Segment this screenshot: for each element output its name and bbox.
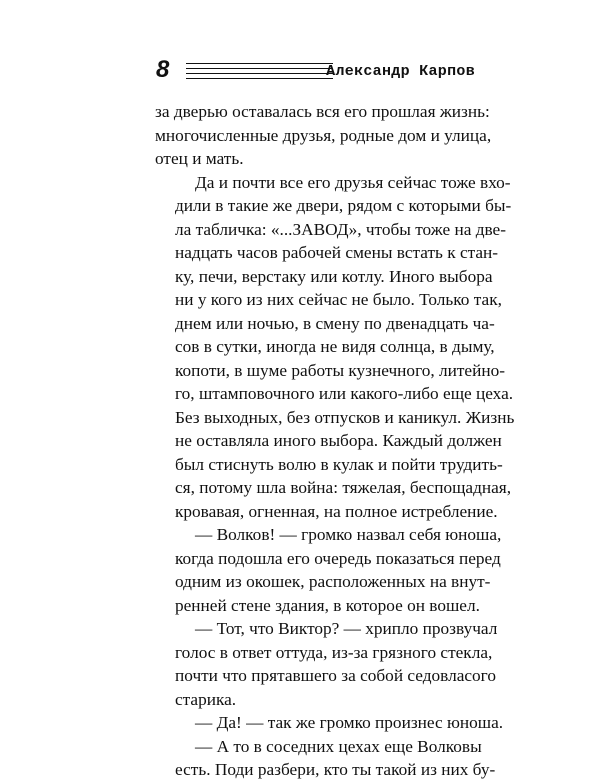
text-line: ла табличка: «...ЗАВОД», чтобы тоже на две- <box>175 219 506 239</box>
text-line: не оставляла иного выбора. Каждый должен <box>175 431 502 450</box>
text-line: был стиснуть волю в кулак и пойти трудить- <box>175 454 503 474</box>
text-line: отец и мать. <box>155 149 244 168</box>
text-line: — А то в соседних цехах еще Волковы <box>195 736 482 756</box>
text-line: старика. <box>175 689 237 709</box>
author-name: Александр Карпов <box>326 63 475 80</box>
paragraph <box>155 711 504 735</box>
text-line: Без выходных, без отпусков и каникул. Жизнь <box>175 407 515 427</box>
text-line: ку, печи, верстаку или котлу. Иного выбора <box>175 266 493 286</box>
text-line: почти что прятавшего за собой седовласого <box>175 666 496 685</box>
page-number: 8 <box>156 56 170 83</box>
text-line: сов в сутки, иногда не видя солнца, в дыму, <box>175 337 495 356</box>
text-line: дили в такие же двери, рядом с которыми бы- <box>175 196 512 215</box>
text-line: есть. Поди разбери, кто ты такой из них бу- <box>175 760 496 779</box>
header-rule-line <box>186 78 333 79</box>
text-line: — Да! — так же громко произнес юноша. <box>195 713 504 732</box>
text-line: когда подошла его очередь показаться перед <box>175 548 501 568</box>
text-line: кровавая, огненная, на полное истребление. <box>175 501 498 521</box>
paragraph <box>155 523 502 617</box>
paragraph <box>155 171 515 524</box>
paragraph <box>155 617 498 711</box>
paragraph <box>155 100 492 171</box>
body-text <box>155 100 515 782</box>
text-line: ни у кого из них сейчас не было. Только так, <box>175 290 502 309</box>
text-line: надцать часов рабочей смены встать к стан- <box>175 243 499 262</box>
header-rule-line <box>186 73 333 74</box>
text-line: за дверью оставалась вся его прошлая жизнь: <box>155 102 490 121</box>
header-rules <box>186 63 333 80</box>
text-line: ся, потому шла война: тяжелая, беспощадная, <box>175 478 512 497</box>
header-rule-line <box>186 63 333 64</box>
text-line: днем или ночью, в смену по двенадцать ча- <box>175 313 495 333</box>
text-line: Да и почти все его друзья сейчас тоже вхо- <box>195 172 511 192</box>
header-rule-line <box>186 68 333 69</box>
text-line: — Волков! — громко назвал себя юноша, <box>195 525 502 544</box>
paragraph <box>155 735 496 782</box>
text-line: го, штамповочного или какого-либо еще цеха. <box>175 384 514 403</box>
text-line: — Тот, что Виктор? — хрипло прозвучал <box>195 619 498 638</box>
text-line: ренней стене здания, в которое он вошел. <box>175 595 480 615</box>
text-line: многочисленные друзья, родные дом и улица, <box>155 125 492 145</box>
text-line: копоти, в шуме работы кузнечного, литейно- <box>175 360 505 380</box>
running-head <box>152 56 475 84</box>
text-line: одним из окошек, расположенных на внут- <box>175 572 491 591</box>
text-line: голос в ответ оттуда, из-за грязного стекла, <box>175 642 493 662</box>
